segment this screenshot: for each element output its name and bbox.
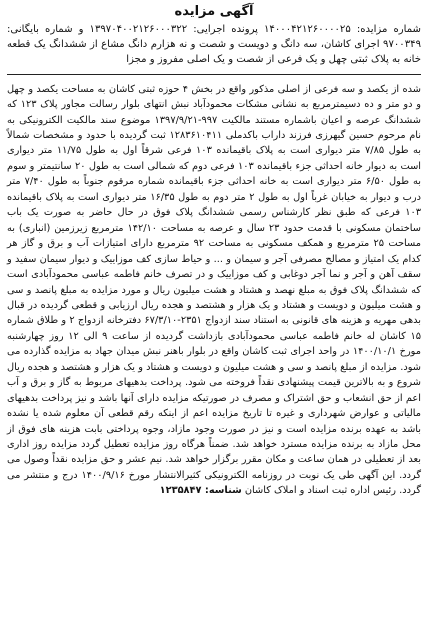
- notice-body: [7, 82, 421, 499]
- notice-header-text: شماره مزایده: ۱۴۰۰۰۴۲۱۲۶۰۰۰۰۲۵ پرونده اجرایی: ۱۳۹۷۰۴۰۰۲۱۲۶۰۰۰۳۲۲ و شماره بایگانی: ۹۷۰۰۳۴۹ اجرای کاشان، سه دانگ و دویست و شصت و نه هزارم دانگ مشاع از ششدانگ یک قطعه خانه به پلاک ثبتی چهل و یک فرعی از شصت و یک اصلی مفروز و مجزا: [7, 24, 421, 66]
- notice-code: شناسه: ۱۲۳۵۸۴۷: [159, 485, 242, 497]
- notice-body-text: شده از یکصد و سه فرعی از اصلی مذکور واقع در بخش ۴ حوزه ثبتی کاشان به مساحت یکصد و چهل و دو متر و ده دسیمترمربع به نشانی مشکات محمودآباد نبش انتهای بلوار رسالت مجاور پلاک ۱۲۳ که ششدانگ عرصه و اعیان باشماره مستند مالکیت ۹۹۷-۱۳۹۷/۹/۲۱ موضوع سند مالکیت الکترونیکی به نام مرحوم حسین گیهرزی فرزند داراب باکدملی ۱۲۸۳۶۱۰۴۱۱ ثبت گردیده با حدود و مشخصات شمالاً به طول ۷/۸۵ متر دیواری است به پلاک باقیمانده ۱۰۳ فرعی شرقاً اول به طول ۱۱/۷۵ متر دیواری است به دیوار خانه احداثی جزء باقیمانده ۱۰۳ فرعی دوم که شمالی است به طول ۲۰ سانتیمتر و سوم به طول ۶/۵۰ متر دیواری است به خانه احداثی جزء باقیمانده شماره مرقوم جنوباً به طول ۷/۴۰ متر درب و دیوار به خیابان غرباً اول به طول ۲ متر دوم به طول ۱۶/۳۵ متر دیواری است به پلاک باقیمانده ۱۰۳ فرعی که طبق نظر کارشناس رسمی ششدانگ پلاک فوق در حال حاضر به صورت یک باب ساختمان مسکونی با قدمت حدود ۲۳ سال و عرصه به مساحت ۱۴۲/۱۰ مترمربع زیرزمین (انباری) به مساحت ۲۵ مترمربع و همکف مسکونی به مساحت ۹۲ مترمربع دارای امتیازات آب و برق و گاز هر کدام یک امتیاز و مصالح مصرفی آجر و سیمان و ... و حیاط سازی کف موزاییک و دیوار سیمان سفید و سقف آهن و آجر و نما آجر دوغابی و کف موزاییک و در تصرف خانم فاطمه عباسی محمودآبادی است که ششدانگ پلاک فوق به مبلغ نهصد و هشتاد و هشت میلیون ریال و مورد مزایده به مبلغ پانصد و سی و هشت میلیون و دویست و هشتاد و یک هزار و هشتصد و هجده ریال ارزیابی و قطعی گردیده در قبال بدهی مهریه و هزینه های قانونی به استناد سند ازدواج ۲۳۵۱-۶۷/۳/۱۰ دفترخانه ازدواج ۲ و طلاق شماره ۱۵ کاشان له خانم فاطمه عباسی محمودآبادی بازداشت گردیده از ساعت ۹ الی ۱۲ روز چهارشنبه مورخ ۱۴۰۰/۱۰/۱ در واحد اجرای ثبت کاشان واقع در بلوار باهنر نبش میدان جهاد به مزایده گذارده می شود. مزایده از مبلغ پانصد و سی و هشت میلیون و دویست و هشتاد و یک هزار و هشتصد و هجده ریال شروع و به بالاترین قیمت پیشنهادی نقداً فروخته می شود. پرداخت بدهیهای مربوط به گاز و برق و آب اعم از حق انشعاب و حق اشتراک و مصرف در صورتیکه مزایده دارای آنها باشد و نیز پرداخت بدهیهای مالیاتی و عوارض شهرداری و غیره تا تاریخ مزایده اعم از اینکه رقم قطعی آن معلوم شده یا نشده باشد به عهده برنده مزایده است و نیز در صورت وجود مازاد، وجوه پرداختی بابت هزینه های فوق از محل مازاد به برنده مزایده مسترد خواهد شد. ضمناً هرگاه روز مزایده تعطیل گردد مزایده روز اداری بعد از تعطیلی در همان ساعت و مکان مقرر برگزار خواهد شد. نیم عشر و حق مزایده نقداً وصول می گردد. این آگهی طی یک نوبت در روزنامه الکترونیکی کثیرالانتشار مورخ ۱۴۰۰/۹/۱۶ درج و منتشر می گردد. رئیس اداره ثبت اسناد و املاک کاشان: [7, 83, 422, 497]
- divider-line: [7, 74, 421, 75]
- notice-title: آگهی مزایده: [174, 4, 254, 19]
